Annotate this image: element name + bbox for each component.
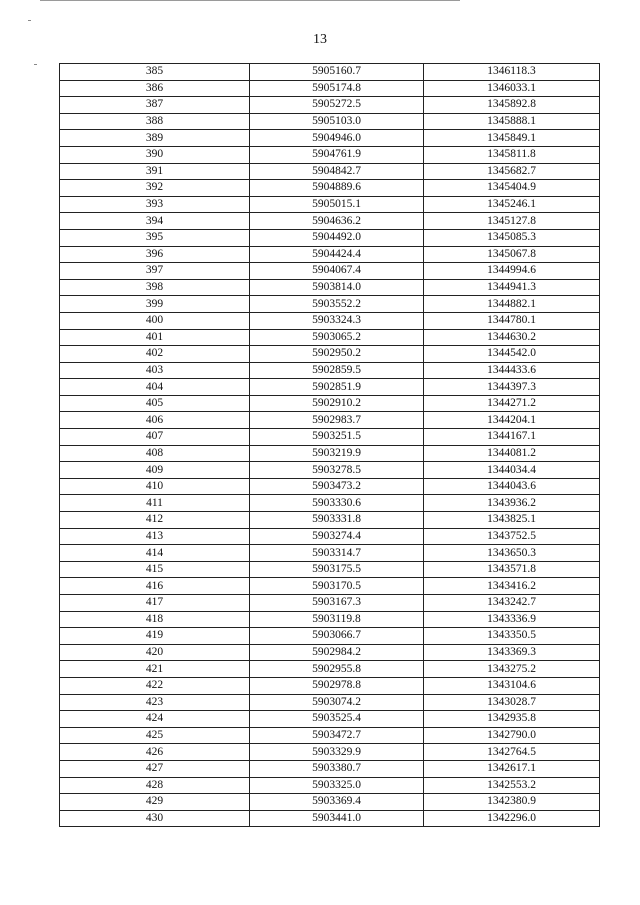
y-coordinate-cell: 1343242.7: [424, 595, 600, 612]
x-coordinate-cell: 5904761.9: [250, 146, 424, 163]
y-coordinate-cell: 1342380.9: [424, 794, 600, 811]
y-coordinate-cell: 1342935.8: [424, 711, 600, 728]
x-coordinate-cell: 5905103.0: [250, 113, 424, 130]
table-row: [60, 711, 600, 728]
x-coordinate-cell: 5902910.2: [250, 395, 424, 412]
x-coordinate-cell: 5902983.7: [250, 412, 424, 429]
point-number-cell: 423: [60, 694, 250, 711]
table-row: [60, 512, 600, 529]
x-coordinate-cell: 5903552.2: [250, 296, 424, 313]
point-number-cell: 398: [60, 279, 250, 296]
table-row: [60, 412, 600, 429]
table-row: [60, 163, 600, 180]
y-coordinate-cell: 1345811.8: [424, 146, 600, 163]
point-number-cell: 399: [60, 296, 250, 313]
y-coordinate-cell: 1344433.6: [424, 362, 600, 379]
point-number-cell: 409: [60, 462, 250, 479]
x-coordinate-cell: 5903380.7: [250, 760, 424, 777]
x-coordinate-cell: 5902955.8: [250, 661, 424, 678]
table-row: [60, 644, 600, 661]
table-row: [60, 595, 600, 612]
x-coordinate-cell: 5903472.7: [250, 727, 424, 744]
y-coordinate-cell: 1344271.2: [424, 395, 600, 412]
y-coordinate-cell: 1342617.1: [424, 760, 600, 777]
table-row: [60, 113, 600, 130]
point-number-cell: 425: [60, 727, 250, 744]
y-coordinate-cell: 1343336.9: [424, 611, 600, 628]
y-coordinate-cell: 1343650.3: [424, 545, 600, 562]
table-row: [60, 395, 600, 412]
point-number-cell: 394: [60, 213, 250, 230]
x-coordinate-cell: 5903074.2: [250, 694, 424, 711]
table-row: [60, 196, 600, 213]
y-coordinate-cell: 1345849.1: [424, 130, 600, 147]
point-number-cell: 412: [60, 512, 250, 529]
y-coordinate-cell: 1344994.6: [424, 263, 600, 280]
table-row: [60, 628, 600, 645]
y-coordinate-cell: 1344882.1: [424, 296, 600, 313]
y-coordinate-cell: 1343936.2: [424, 495, 600, 512]
y-coordinate-cell: 1344043.6: [424, 478, 600, 495]
point-number-cell: 405: [60, 395, 250, 412]
x-coordinate-cell: 5904636.2: [250, 213, 424, 230]
x-coordinate-cell: 5904067.4: [250, 263, 424, 280]
x-coordinate-cell: 5904492.0: [250, 229, 424, 246]
table-row: [60, 379, 600, 396]
point-number-cell: 385: [60, 64, 250, 81]
x-coordinate-cell: 5903219.9: [250, 445, 424, 462]
x-coordinate-cell: 5903278.5: [250, 462, 424, 479]
coordinates-table-body: [60, 64, 600, 827]
y-coordinate-cell: 1343752.5: [424, 528, 600, 545]
y-coordinate-cell: 1342296.0: [424, 810, 600, 827]
point-number-cell: 397: [60, 263, 250, 280]
y-coordinate-cell: 1343571.8: [424, 561, 600, 578]
x-coordinate-cell: 5903066.7: [250, 628, 424, 645]
y-coordinate-cell: 1343028.7: [424, 694, 600, 711]
table-row: [60, 329, 600, 346]
point-number-cell: 391: [60, 163, 250, 180]
table-row: [60, 794, 600, 811]
point-number-cell: 387: [60, 97, 250, 114]
x-coordinate-cell: 5903065.2: [250, 329, 424, 346]
y-coordinate-cell: 1343369.3: [424, 644, 600, 661]
y-coordinate-cell: 1345682.7: [424, 163, 600, 180]
table-row: [60, 445, 600, 462]
x-coordinate-cell: 5903525.4: [250, 711, 424, 728]
x-coordinate-cell: 5903330.6: [250, 495, 424, 512]
y-coordinate-cell: 1345127.8: [424, 213, 600, 230]
y-coordinate-cell: 1342790.0: [424, 727, 600, 744]
coordinates-table: [59, 63, 600, 827]
x-coordinate-cell: 5902950.2: [250, 346, 424, 363]
point-number-cell: 413: [60, 528, 250, 545]
x-coordinate-cell: 5903473.2: [250, 478, 424, 495]
point-number-cell: 429: [60, 794, 250, 811]
x-coordinate-cell: 5903274.4: [250, 528, 424, 545]
table-row: [60, 694, 600, 711]
x-coordinate-cell: 5903331.8: [250, 512, 424, 529]
x-coordinate-cell: 5905015.1: [250, 196, 424, 213]
table-row: [60, 561, 600, 578]
x-coordinate-cell: 5903325.0: [250, 777, 424, 794]
scan-speck: [28, 20, 31, 21]
point-number-cell: 404: [60, 379, 250, 396]
table-row: [60, 64, 600, 81]
table-row: [60, 677, 600, 694]
point-number-cell: 386: [60, 80, 250, 97]
y-coordinate-cell: 1343825.1: [424, 512, 600, 529]
x-coordinate-cell: 5902851.9: [250, 379, 424, 396]
table-row: [60, 661, 600, 678]
x-coordinate-cell: 5903167.3: [250, 595, 424, 612]
point-number-cell: 407: [60, 429, 250, 446]
point-number-cell: 414: [60, 545, 250, 562]
x-coordinate-cell: 5905272.5: [250, 97, 424, 114]
table-row: [60, 362, 600, 379]
table-row: [60, 312, 600, 329]
point-number-cell: 401: [60, 329, 250, 346]
x-coordinate-cell: 5902859.5: [250, 362, 424, 379]
y-coordinate-cell: 1343416.2: [424, 578, 600, 595]
scan-edge-line: [40, 0, 460, 1]
table-row: [60, 296, 600, 313]
y-coordinate-cell: 1343275.2: [424, 661, 600, 678]
table-row: [60, 130, 600, 147]
table-row: [60, 462, 600, 479]
point-number-cell: 395: [60, 229, 250, 246]
x-coordinate-cell: 5904889.6: [250, 180, 424, 197]
y-coordinate-cell: 1344780.1: [424, 312, 600, 329]
point-number-cell: 417: [60, 595, 250, 612]
point-number-cell: 406: [60, 412, 250, 429]
point-number-cell: 427: [60, 760, 250, 777]
table-row: [60, 180, 600, 197]
x-coordinate-cell: 5903441.0: [250, 810, 424, 827]
table-row: [60, 213, 600, 230]
table-row: [60, 545, 600, 562]
x-coordinate-cell: 5902978.8: [250, 677, 424, 694]
y-coordinate-cell: 1343104.6: [424, 677, 600, 694]
table-row: [60, 611, 600, 628]
x-coordinate-cell: 5904424.4: [250, 246, 424, 263]
x-coordinate-cell: 5904842.7: [250, 163, 424, 180]
table-row: [60, 263, 600, 280]
y-coordinate-cell: 1343350.5: [424, 628, 600, 645]
point-number-cell: 426: [60, 744, 250, 761]
x-coordinate-cell: 5903329.9: [250, 744, 424, 761]
table-row: [60, 346, 600, 363]
y-coordinate-cell: 1344204.1: [424, 412, 600, 429]
point-number-cell: 396: [60, 246, 250, 263]
point-number-cell: 393: [60, 196, 250, 213]
y-coordinate-cell: 1344167.1: [424, 429, 600, 446]
x-coordinate-cell: 5903170.5: [250, 578, 424, 595]
point-number-cell: 422: [60, 677, 250, 694]
y-coordinate-cell: 1345888.1: [424, 113, 600, 130]
y-coordinate-cell: 1345085.3: [424, 229, 600, 246]
point-number-cell: 410: [60, 478, 250, 495]
table-row: [60, 777, 600, 794]
point-number-cell: 392: [60, 180, 250, 197]
table-row: [60, 229, 600, 246]
y-coordinate-cell: 1346118.3: [424, 64, 600, 81]
table-row: [60, 578, 600, 595]
y-coordinate-cell: 1344630.2: [424, 329, 600, 346]
x-coordinate-cell: 5902984.2: [250, 644, 424, 661]
point-number-cell: 430: [60, 810, 250, 827]
table-row: [60, 495, 600, 512]
x-coordinate-cell: 5903814.0: [250, 279, 424, 296]
point-number-cell: 415: [60, 561, 250, 578]
x-coordinate-cell: 5903119.8: [250, 611, 424, 628]
point-number-cell: 402: [60, 346, 250, 363]
y-coordinate-cell: 1344081.2: [424, 445, 600, 462]
table-row: [60, 727, 600, 744]
x-coordinate-cell: 5905174.8: [250, 80, 424, 97]
table-row: [60, 760, 600, 777]
point-number-cell: 416: [60, 578, 250, 595]
table-row: [60, 478, 600, 495]
x-coordinate-cell: 5905160.7: [250, 64, 424, 81]
page-number: 13: [313, 32, 327, 47]
point-number-cell: 408: [60, 445, 250, 462]
y-coordinate-cell: 1342764.5: [424, 744, 600, 761]
table-row: [60, 279, 600, 296]
point-number-cell: 389: [60, 130, 250, 147]
point-number-cell: 400: [60, 312, 250, 329]
x-coordinate-cell: 5903314.7: [250, 545, 424, 562]
table-row: [60, 744, 600, 761]
x-coordinate-cell: 5904946.0: [250, 130, 424, 147]
y-coordinate-cell: 1344034.4: [424, 462, 600, 479]
y-coordinate-cell: 1344542.0: [424, 346, 600, 363]
point-number-cell: 421: [60, 661, 250, 678]
point-number-cell: 418: [60, 611, 250, 628]
x-coordinate-cell: 5903369.4: [250, 794, 424, 811]
table-row: [60, 246, 600, 263]
table-row: [60, 146, 600, 163]
table-row: [60, 810, 600, 827]
x-coordinate-cell: 5903324.3: [250, 312, 424, 329]
table-row: [60, 97, 600, 114]
y-coordinate-cell: 1342553.2: [424, 777, 600, 794]
point-number-cell: 390: [60, 146, 250, 163]
point-number-cell: 420: [60, 644, 250, 661]
y-coordinate-cell: 1346033.1: [424, 80, 600, 97]
y-coordinate-cell: 1345067.8: [424, 246, 600, 263]
point-number-cell: 403: [60, 362, 250, 379]
point-number-cell: 411: [60, 495, 250, 512]
y-coordinate-cell: 1344941.3: [424, 279, 600, 296]
x-coordinate-cell: 5903175.5: [250, 561, 424, 578]
y-coordinate-cell: 1345246.1: [424, 196, 600, 213]
point-number-cell: 419: [60, 628, 250, 645]
table-row: [60, 80, 600, 97]
point-number-cell: 388: [60, 113, 250, 130]
y-coordinate-cell: 1345892.8: [424, 97, 600, 114]
point-number-cell: 424: [60, 711, 250, 728]
x-coordinate-cell: 5903251.5: [250, 429, 424, 446]
table-row: [60, 429, 600, 446]
scan-speck: [34, 64, 37, 65]
y-coordinate-cell: 1344397.3: [424, 379, 600, 396]
table-row: [60, 528, 600, 545]
y-coordinate-cell: 1345404.9: [424, 180, 600, 197]
point-number-cell: 428: [60, 777, 250, 794]
